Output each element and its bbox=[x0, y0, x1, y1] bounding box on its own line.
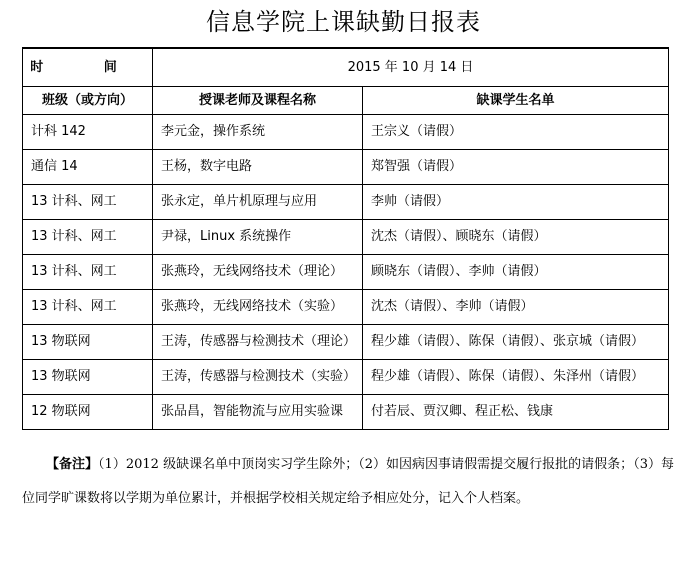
absent-students-cell: 王宗义（请假） bbox=[363, 115, 669, 150]
class-cell: 计科 142 bbox=[23, 115, 153, 150]
teacher-course-cell: 张燕玲，无线网络技术（理论） bbox=[153, 255, 363, 290]
teacher-course-cell: 尹禄，Linux 系统操作 bbox=[153, 220, 363, 255]
time-label: 时 间 bbox=[23, 48, 153, 87]
table-row bbox=[23, 220, 669, 255]
header-teacher-course: 授课老师及课程名称 bbox=[153, 87, 363, 115]
absent-students-cell: 付若辰、贾汉卿、程正松、钱康 bbox=[363, 395, 669, 430]
table-row bbox=[23, 360, 669, 395]
teacher-course-cell: 王涛，传感器与检测技术（实验） bbox=[153, 360, 363, 395]
teacher-course-cell: 张品昌，智能物流与应用实验课 bbox=[153, 395, 363, 430]
remarks-paragraph bbox=[22, 448, 674, 516]
table-row bbox=[23, 185, 669, 220]
class-cell: 13 物联网 bbox=[23, 325, 153, 360]
absent-students-cell: 程少雄（请假）、陈保（请假）、张京城（请假） bbox=[363, 325, 669, 360]
teacher-course-cell: 王杨，数字电路 bbox=[153, 150, 363, 185]
absent-students-cell: 程少雄（请假）、陈保（请假）、朱泽州（请假） bbox=[363, 360, 669, 395]
header-class: 班级（或方向） bbox=[23, 87, 153, 115]
class-cell: 13 计科、网工 bbox=[23, 185, 153, 220]
class-cell: 12 物联网 bbox=[23, 395, 153, 430]
table-row bbox=[23, 150, 669, 185]
absent-students-cell: 李帅（请假） bbox=[363, 185, 669, 220]
absent-students-cell: 郑智强（请假） bbox=[363, 150, 669, 185]
remarks-label: 【备注】 bbox=[46, 457, 99, 472]
time-row bbox=[23, 48, 669, 87]
teacher-course-cell: 王涛，传感器与检测技术（理论） bbox=[153, 325, 363, 360]
page-title: 信息学院上课缺勤日报表 bbox=[206, 8, 481, 36]
table-row bbox=[23, 115, 669, 150]
table-row bbox=[23, 290, 669, 325]
remarks-text: （1）2012 级缺课名单中顶岗实习学生除外；（2）如因病因事请假需提交履行报批的请假条；（3）每位同学旷课数将以学期为单位累计，并根据学校相关规定给予相应处分，记入个人档案。 bbox=[22, 457, 674, 506]
absent-students-cell: 沈杰（请假）、顾晓东（请假） bbox=[363, 220, 669, 255]
class-cell: 13 计科、网工 bbox=[23, 290, 153, 325]
table-row bbox=[23, 255, 669, 290]
class-cell: 通信 14 bbox=[23, 150, 153, 185]
absent-students-cell: 沈杰（请假）、李帅（请假） bbox=[363, 290, 669, 325]
teacher-course-cell: 张永定，单片机原理与应用 bbox=[153, 185, 363, 220]
teacher-course-cell: 李元金，操作系统 bbox=[153, 115, 363, 150]
header-absent-students: 缺课学生名单 bbox=[363, 87, 669, 115]
report-date: 2015 年 10 月 14 日 bbox=[153, 48, 669, 87]
teacher-course-cell: 张燕玲，无线网络技术（实验） bbox=[153, 290, 363, 325]
header-row bbox=[23, 87, 669, 115]
table-row bbox=[23, 395, 669, 430]
class-cell: 13 物联网 bbox=[23, 360, 153, 395]
table-row bbox=[23, 325, 669, 360]
absence-report-table bbox=[22, 47, 669, 430]
class-cell: 13 计科、网工 bbox=[23, 220, 153, 255]
absent-students-cell: 顾晓东（请假）、李帅（请假） bbox=[363, 255, 669, 290]
class-cell: 13 计科、网工 bbox=[23, 255, 153, 290]
